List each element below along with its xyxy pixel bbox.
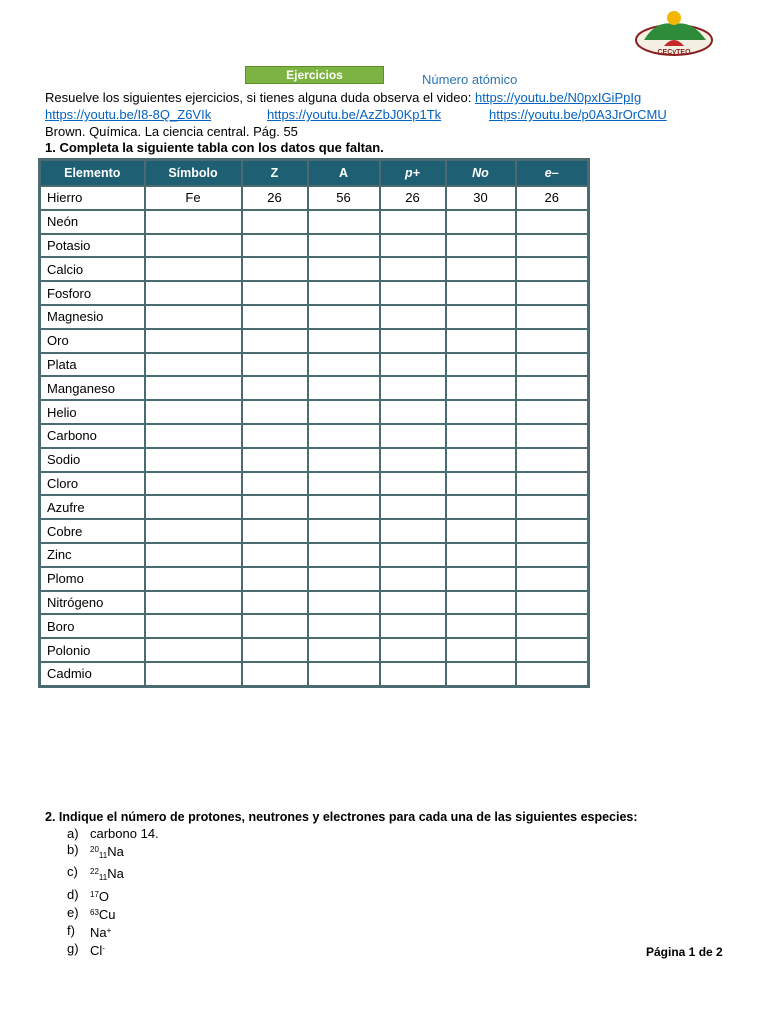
table-cell[interactable] <box>516 591 589 615</box>
table-row <box>40 495 589 519</box>
mass-number: 17 <box>90 889 99 899</box>
table-cell[interactable] <box>446 567 516 591</box>
table-row <box>40 257 589 281</box>
table-cell[interactable] <box>446 591 516 615</box>
table-cell[interactable] <box>145 495 242 519</box>
mass-number: 20 <box>90 845 99 855</box>
table-cell[interactable] <box>242 281 308 305</box>
table-cell[interactable] <box>145 234 242 258</box>
column-header: p+ <box>380 160 446 187</box>
table-cell[interactable] <box>446 210 516 234</box>
table-cell[interactable]: 26 <box>242 186 308 210</box>
table-row <box>40 472 589 496</box>
table-cell[interactable] <box>380 424 446 448</box>
table-row <box>40 614 589 638</box>
table-cell[interactable] <box>242 210 308 234</box>
page-number: Página 1 de 2 <box>646 945 723 959</box>
table-cell[interactable] <box>516 614 589 638</box>
column-header: A <box>308 160 380 187</box>
ion-charge: - <box>102 944 105 954</box>
table-cell[interactable] <box>516 234 589 258</box>
table-cell[interactable] <box>380 543 446 567</box>
table-cell[interactable] <box>380 400 446 424</box>
table-cell[interactable] <box>446 234 516 258</box>
table-cell[interactable]: Fe <box>145 186 242 210</box>
species-symbol: Cl <box>90 943 103 959</box>
video-link-2[interactable]: https://youtu.be/I8-8Q_Z6VIk <box>45 107 212 122</box>
table-cell[interactable] <box>446 495 516 519</box>
table-cell[interactable] <box>242 638 308 662</box>
element-name: Fosforo <box>40 281 145 305</box>
ion-charge: + <box>106 926 112 936</box>
table-cell[interactable] <box>242 234 308 258</box>
table-cell[interactable] <box>446 257 516 281</box>
mass-number: 63 <box>90 907 99 917</box>
element-name: Boro <box>40 614 145 638</box>
table-cell[interactable] <box>380 495 446 519</box>
table-cell[interactable] <box>145 567 242 591</box>
table-cell[interactable] <box>380 210 446 234</box>
table-cell[interactable] <box>308 448 380 472</box>
table-cell[interactable] <box>380 591 446 615</box>
table-cell[interactable] <box>242 519 308 543</box>
item-label: a) <box>67 826 79 841</box>
question-1: 1. Completa la siguiente tabla con los datos que faltan. <box>45 140 384 155</box>
table-cell[interactable] <box>145 472 242 496</box>
table-cell[interactable] <box>145 543 242 567</box>
table-cell[interactable] <box>380 281 446 305</box>
table-cell[interactable] <box>380 662 446 686</box>
table-cell[interactable] <box>242 567 308 591</box>
element-name: Cloro <box>40 472 145 496</box>
table-cell[interactable] <box>145 305 242 329</box>
table-cell[interactable] <box>380 376 446 400</box>
table-cell[interactable] <box>516 329 589 353</box>
element-name: Magnesio <box>40 305 145 329</box>
table-cell[interactable] <box>380 329 446 353</box>
table-row <box>40 353 589 377</box>
question-2: 2. Indique el número de protones, neutrones y electrones para cada una de las siguientes especies: <box>45 810 638 824</box>
table-cell[interactable] <box>242 376 308 400</box>
table-cell[interactable] <box>446 662 516 686</box>
list-item <box>67 864 159 886</box>
table-cell[interactable] <box>380 519 446 543</box>
species-text <box>90 905 116 923</box>
species-symbol: Na <box>90 925 107 941</box>
table-cell[interactable] <box>380 234 446 258</box>
species-text <box>90 826 159 842</box>
table-cell[interactable] <box>516 257 589 281</box>
element-name: Cadmio <box>40 662 145 686</box>
table-cell[interactable] <box>380 353 446 377</box>
table-cell[interactable] <box>242 400 308 424</box>
table-cell[interactable]: 26 <box>516 186 589 210</box>
table-cell[interactable] <box>145 400 242 424</box>
table-cell[interactable] <box>308 567 380 591</box>
table-cell[interactable] <box>242 591 308 615</box>
table-cell[interactable] <box>308 353 380 377</box>
table-cell[interactable]: 56 <box>308 186 380 210</box>
table-cell[interactable] <box>516 495 589 519</box>
table-cell[interactable]: 30 <box>446 186 516 210</box>
list-item <box>67 923 159 941</box>
table-cell[interactable] <box>145 424 242 448</box>
table-cell[interactable] <box>516 376 589 400</box>
species-text <box>90 864 124 886</box>
table-cell[interactable] <box>308 543 380 567</box>
table-row <box>40 591 589 615</box>
table-cell[interactable] <box>446 424 516 448</box>
exercises-badge: Ejercicios <box>245 66 384 84</box>
table-cell[interactable] <box>308 281 380 305</box>
table-cell[interactable] <box>242 614 308 638</box>
table-cell[interactable] <box>242 495 308 519</box>
table-cell[interactable] <box>145 281 242 305</box>
element-name: Helio <box>40 400 145 424</box>
table-row <box>40 543 589 567</box>
element-name: Polonio <box>40 638 145 662</box>
column-header: No <box>446 160 516 187</box>
table-cell[interactable] <box>380 638 446 662</box>
table-row <box>40 567 589 591</box>
table-cell[interactable] <box>145 257 242 281</box>
table-cell[interactable] <box>308 495 380 519</box>
table-cell[interactable] <box>516 210 589 234</box>
table-cell[interactable] <box>380 472 446 496</box>
table-row <box>40 329 589 353</box>
table-cell[interactable] <box>145 591 242 615</box>
table-cell[interactable] <box>308 662 380 686</box>
table-cell[interactable] <box>242 472 308 496</box>
element-name: Plomo <box>40 567 145 591</box>
table-cell[interactable] <box>446 472 516 496</box>
table-cell[interactable] <box>446 448 516 472</box>
table-cell[interactable] <box>446 638 516 662</box>
element-name: Carbono <box>40 424 145 448</box>
table-cell[interactable] <box>516 472 589 496</box>
species-text <box>90 842 124 864</box>
table-cell[interactable] <box>242 448 308 472</box>
item-label: b) <box>67 842 79 858</box>
table-row <box>40 662 589 686</box>
item-label: d) <box>67 886 79 902</box>
table-cell[interactable] <box>308 519 380 543</box>
species-symbol: O <box>98 888 110 904</box>
element-name: Azufre <box>40 495 145 519</box>
table-cell[interactable]: 26 <box>380 186 446 210</box>
table-cell[interactable] <box>516 638 589 662</box>
item-label: f) <box>67 923 75 939</box>
table-cell[interactable] <box>242 543 308 567</box>
table-cell[interactable] <box>242 257 308 281</box>
table-row <box>40 638 589 662</box>
table-cell[interactable] <box>242 353 308 377</box>
table-cell[interactable] <box>516 281 589 305</box>
item-label: e) <box>67 904 79 920</box>
table-cell[interactable] <box>308 329 380 353</box>
element-name: Hierro <box>40 186 145 210</box>
table-cell[interactable] <box>242 329 308 353</box>
list-item <box>67 941 159 959</box>
table-row <box>40 376 589 400</box>
table-cell[interactable] <box>145 210 242 234</box>
table-cell[interactable] <box>308 591 380 615</box>
species-symbol: Na <box>107 866 124 882</box>
table-cell[interactable] <box>145 614 242 638</box>
table-cell[interactable] <box>446 329 516 353</box>
table-cell[interactable] <box>308 305 380 329</box>
table-cell[interactable] <box>446 376 516 400</box>
table-cell[interactable] <box>242 424 308 448</box>
column-header: Z <box>242 160 308 187</box>
table-cell[interactable] <box>242 662 308 686</box>
svg-text:CECyTEO: CECyTEO <box>657 49 691 56</box>
element-name: Zinc <box>40 543 145 567</box>
table-row <box>40 305 589 329</box>
element-name: Neón <box>40 210 145 234</box>
intro-line <box>45 90 641 105</box>
table-cell[interactable] <box>516 400 589 424</box>
table-row <box>40 234 589 258</box>
table-cell[interactable] <box>308 257 380 281</box>
species-text <box>90 887 109 905</box>
table-cell[interactable] <box>516 305 589 329</box>
table-cell[interactable] <box>145 662 242 686</box>
table-cell[interactable] <box>446 519 516 543</box>
table-cell[interactable] <box>516 353 589 377</box>
element-name: Potasio <box>40 234 145 258</box>
table-cell[interactable] <box>380 614 446 638</box>
table-cell[interactable] <box>380 448 446 472</box>
table-row <box>40 424 589 448</box>
topic-subtitle: Número atómico <box>422 72 518 87</box>
elements-table <box>38 158 590 688</box>
table-cell[interactable] <box>308 424 380 448</box>
video-link-1[interactable]: https://youtu.be/N0pxIGiPpIg <box>474 90 642 105</box>
table-row <box>40 519 589 543</box>
table-cell[interactable] <box>145 638 242 662</box>
element-name: Plata <box>40 353 145 377</box>
table-cell[interactable] <box>308 638 380 662</box>
table-cell[interactable] <box>516 519 589 543</box>
atomic-number: 11 <box>98 851 108 861</box>
table-cell[interactable] <box>380 305 446 329</box>
reference: Brown. Química. La ciencia central. Pág. 55 <box>45 124 298 139</box>
column-header: Símbolo <box>145 160 242 187</box>
table-cell[interactable] <box>145 353 242 377</box>
table-cell[interactable] <box>308 376 380 400</box>
item-label: c) <box>67 864 78 880</box>
video-link-3[interactable]: https://youtu.be/AzZbJ0Kp1Tk <box>267 107 442 122</box>
mass-number: 22 <box>90 867 99 877</box>
species-text <box>90 941 105 959</box>
table-row <box>40 281 589 305</box>
table-cell[interactable] <box>516 424 589 448</box>
table-cell[interactable] <box>308 400 380 424</box>
table-row <box>40 400 589 424</box>
table-row <box>40 186 589 210</box>
table-cell[interactable] <box>446 543 516 567</box>
species-text <box>90 923 111 941</box>
list-item <box>67 826 159 842</box>
table-cell[interactable] <box>308 614 380 638</box>
table-cell[interactable] <box>446 400 516 424</box>
table-cell[interactable] <box>516 543 589 567</box>
table-cell[interactable] <box>308 472 380 496</box>
table-cell[interactable] <box>380 257 446 281</box>
table-cell[interactable] <box>516 448 589 472</box>
school-logo-icon <box>634 6 714 62</box>
table-row <box>40 448 589 472</box>
table-cell[interactable] <box>446 614 516 638</box>
table-cell[interactable] <box>145 519 242 543</box>
table-cell[interactable] <box>516 662 589 686</box>
table-cell[interactable] <box>308 210 380 234</box>
list-item <box>67 905 159 923</box>
item-label: g) <box>67 941 79 957</box>
element-name: Sodio <box>40 448 145 472</box>
table-cell[interactable] <box>446 353 516 377</box>
table-header-row <box>40 160 589 187</box>
intro-text: Resuelve los siguientes ejercicios, si tienes alguna duda observa el video: <box>45 90 475 105</box>
element-name: Manganeso <box>40 376 145 400</box>
table-cell[interactable] <box>145 376 242 400</box>
element-name: Nitrógeno <box>40 591 145 615</box>
element-name: Cobre <box>40 519 145 543</box>
atomic-number: 11 <box>98 873 108 883</box>
column-header: Elemento <box>40 160 145 187</box>
table-cell[interactable] <box>308 234 380 258</box>
species-symbol: carbono 14. <box>90 826 159 841</box>
table-cell[interactable] <box>446 281 516 305</box>
table-cell[interactable] <box>145 448 242 472</box>
species-symbol: Na <box>107 844 124 860</box>
list-item <box>67 842 159 864</box>
element-name: Oro <box>40 329 145 353</box>
list-item <box>67 887 159 905</box>
table-cell[interactable] <box>516 567 589 591</box>
species-list <box>67 826 159 959</box>
table-cell[interactable] <box>446 305 516 329</box>
table-row <box>40 210 589 234</box>
table-cell[interactable] <box>145 329 242 353</box>
element-name: Calcio <box>40 257 145 281</box>
species-symbol: Cu <box>98 906 116 922</box>
table-cell[interactable] <box>380 567 446 591</box>
video-link-4[interactable]: https://youtu.be/p0A3JrOrCMU <box>489 107 667 122</box>
column-header: e– <box>516 160 589 187</box>
table-cell[interactable] <box>242 305 308 329</box>
